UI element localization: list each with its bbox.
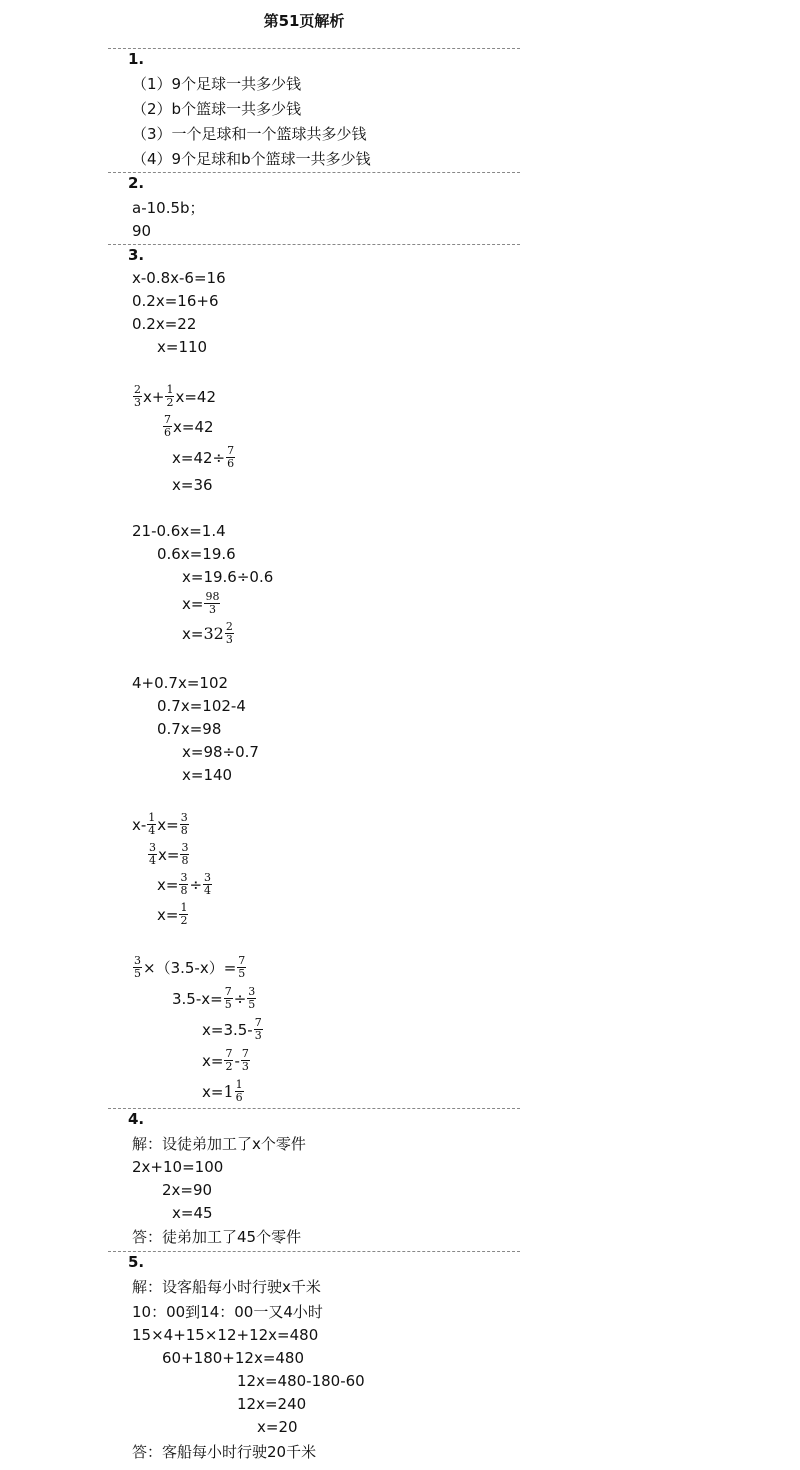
fraction: $\frac{1}{2}$ (166, 383, 174, 409)
fraction: $\frac{7}{6}$ (164, 413, 171, 439)
divider (108, 1251, 520, 1252)
equation-line: 12x=480-180-60 (237, 1372, 365, 1390)
equation-line: x=36 (172, 476, 213, 494)
equation-line: 60+180+12x=480 (162, 1349, 305, 1367)
equation-line: x=1 $\frac{1}{6}$ (202, 1078, 243, 1104)
answer-line: （3）一个足球和一个篮球共多少钱 (132, 125, 367, 143)
fraction: $\frac{3}{5}$ (248, 985, 256, 1011)
equation-line: 12x=240 (237, 1395, 307, 1413)
equation-line: x- $\frac{1}{4}$ x= $\frac{3}{8}$ (132, 811, 188, 837)
question-number: 1. (128, 50, 145, 68)
divider (108, 1108, 520, 1109)
answer-line: a-10.5b； (132, 199, 205, 217)
equation-line: 2x+10=100 (132, 1158, 224, 1176)
equation-line: 15×4+15×12+12x=480 (132, 1326, 319, 1344)
equation-line: x= $\frac{1}{2}$ (157, 901, 188, 927)
equation-line: x=140 (182, 766, 233, 784)
equation-line: x= $\frac{3}{8}$ ÷ $\frac{3}{4}$ (157, 871, 212, 897)
fraction: $\frac{98}{3}$ (205, 590, 220, 616)
equation-line: x=19.6÷0.6 (182, 568, 274, 586)
fraction: $\frac{7}{5}$ (238, 954, 246, 980)
page-title: 第51页解析 (263, 12, 345, 30)
fraction: $\frac{3}{8}$ (180, 811, 188, 837)
equation-line: 4+0.7x=102 (132, 674, 229, 692)
divider (108, 172, 520, 173)
fraction: $\frac{3}{8}$ (180, 871, 188, 897)
fraction: $\frac{7}{3}$ (254, 1016, 262, 1042)
question-number: 2. (128, 174, 145, 192)
equation-line: x=3.5- $\frac{7}{3}$ (202, 1016, 262, 1042)
equation-line: $\frac{7}{6}$ x=42 (164, 413, 214, 439)
equation-line: x=110 (157, 338, 208, 356)
answer-line: （1）9个足球一共多少钱 (132, 75, 302, 93)
fraction: $\frac{7}{3}$ (241, 1047, 249, 1073)
equation-line: 0.2x=22 (132, 315, 197, 333)
question-number: 4. (128, 1110, 145, 1128)
fraction: $\frac{1}{4}$ (148, 811, 156, 837)
fraction: $\frac{2}{3}$ (134, 383, 141, 409)
fraction: $\frac{2}{3}$ (225, 620, 233, 646)
fraction: $\frac{7}{6}$ (227, 444, 235, 470)
answer-line: 答：徒弟加工了45个零件 (132, 1228, 302, 1246)
answer-line: （2）b个篮球一共多少钱 (132, 100, 302, 118)
equation-line: x=45 (172, 1204, 213, 1222)
equation-line: $\frac{3}{4}$ x= $\frac{3}{8}$ (149, 841, 189, 867)
equation-line: 2x=90 (162, 1181, 213, 1199)
fraction: $\frac{3}{4}$ (149, 841, 156, 867)
answer-line: （4）9个足球和b个篮球一共多少钱 (132, 150, 371, 168)
fraction: $\frac{3}{4}$ (204, 871, 212, 897)
question-number: 5. (128, 1253, 145, 1271)
answer-line: 90 (132, 222, 152, 240)
fraction: $\frac{1}{6}$ (235, 1078, 243, 1104)
divider (108, 244, 520, 245)
fraction: $\frac{7}{2}$ (225, 1047, 233, 1073)
equation-line: $\frac{2}{3}$ x+ $\frac{1}{2}$ x=42 (134, 383, 216, 409)
equation-line: x=98÷0.7 (182, 743, 259, 761)
equation-line: $\frac{3}{5}$ ×（3.5-x）= $\frac{7}{5}$ (134, 954, 246, 980)
equation-line: x=42÷ $\frac{7}{6}$ (172, 444, 235, 470)
answer-line: 10：00到14：00一又4小时 (132, 1303, 323, 1321)
equation-line: x= $\frac{98}{3}$ (182, 590, 220, 616)
divider (108, 48, 520, 49)
equation-line: x-0.8x-6=16 (132, 269, 226, 287)
equation-line: x= $\frac{7}{2}$ - $\frac{7}{3}$ (202, 1047, 249, 1073)
equation-line: x=20 (257, 1418, 298, 1436)
fraction: $\frac{3}{8}$ (181, 841, 189, 867)
answer-line: 解：设徒弟加工了x个零件 (132, 1135, 306, 1153)
fraction: $\frac{3}{5}$ (134, 954, 141, 980)
equation-line: 3.5-x= $\frac{7}{5}$ ÷ $\frac{3}{5}$ (172, 985, 256, 1011)
equation-line: 0.7x=98 (157, 720, 222, 738)
answer-line: 答：客船每小时行驶20千米 (132, 1443, 317, 1461)
question-number: 3. (128, 246, 145, 264)
answer-line: 解：设客船每小时行驶x千米 (132, 1278, 321, 1296)
equation-line: 0.2x=16+6 (132, 292, 219, 310)
equation-line: 0.6x=19.6 (157, 545, 236, 563)
fraction: $\frac{1}{2}$ (180, 901, 188, 927)
equation-line: x=32 $\frac{2}{3}$ (182, 620, 233, 646)
equation-line: 21-0.6x=1.4 (132, 522, 226, 540)
equation-line: 0.7x=102-4 (157, 697, 246, 715)
fraction: $\frac{7}{5}$ (224, 985, 232, 1011)
